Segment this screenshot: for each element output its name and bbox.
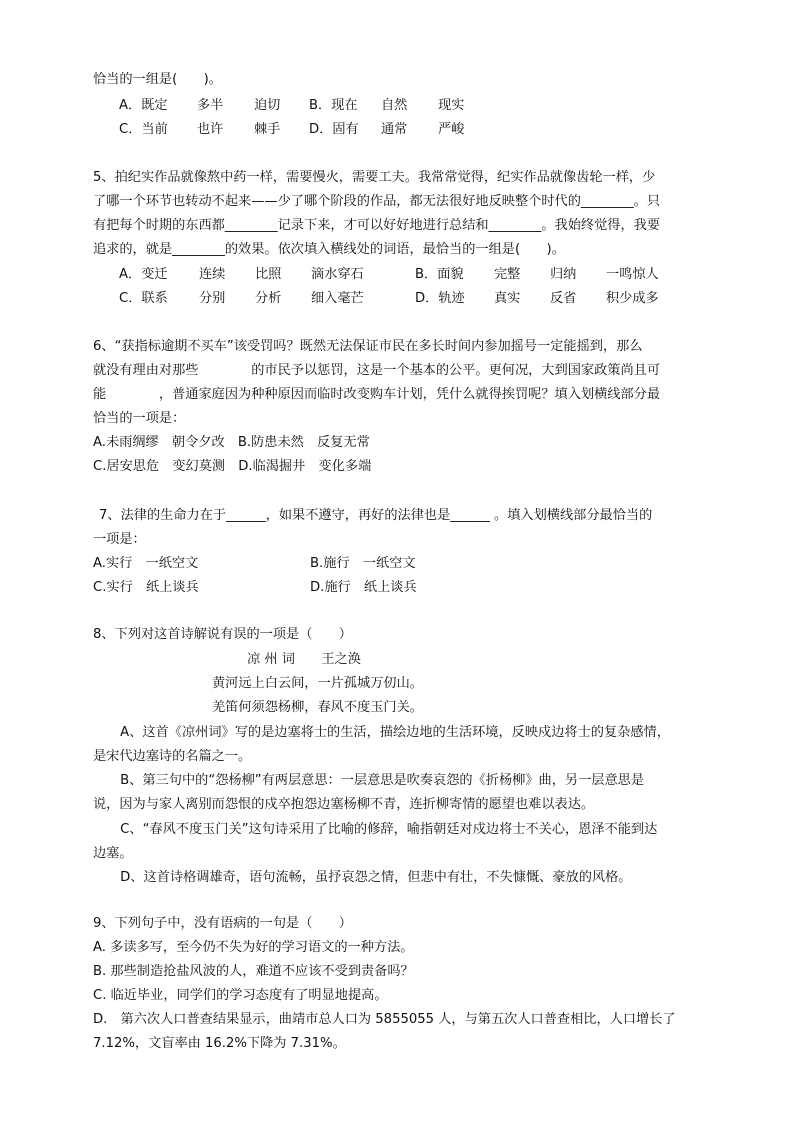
q7-option-a: A.实行 一纸空文 — [93, 556, 199, 571]
q4-option-b-label: B．现在 — [309, 98, 358, 113]
q4-option-a-word3: 迫切 — [254, 98, 281, 113]
q5-stem-line: 了哪一个环节也转动不起来——少了哪个阶段的作品，都无法很好地反映整个时代的________。只 — [93, 194, 661, 209]
q4-tail: 恰当的一组是( )。 — [93, 72, 222, 87]
q7-option-d: D.施行 纸上谈兵 — [310, 580, 417, 595]
q5-option-b-label: B．面貌 — [415, 267, 464, 282]
q7-stem-line: 7、法律的生命力在于______，如果不遵守，再好的法律也是______ 。填入划横线部分最恰当的 — [99, 508, 653, 523]
q4-option-a-label: A．既定 — [119, 98, 168, 113]
q5-option-c-word4: 细入毫芒 — [311, 291, 364, 306]
q5-option-b-word3: 归纳 — [550, 267, 577, 282]
q8-option-c-line: C、“春风不度玉门关”这句诗采用了比喻的修辞，喻指朝廷对戍边将士不关心，恩泽不能到达 — [107, 822, 658, 837]
q4-option-b-word3: 现实 — [438, 98, 465, 113]
q9-option-b: B. 那些制造抢盐风波的人，难道不应该不受到责备吗？ — [93, 964, 414, 979]
q5-option-a-word2: 连续 — [199, 267, 226, 282]
q8-option-c-line: 边塞。 — [93, 846, 133, 861]
q4-option-c-word2: 也许 — [197, 122, 224, 137]
q5-option-row — [119, 265, 659, 285]
q5-option-row — [119, 289, 659, 309]
q5-option-d-word4: 积少成多 — [606, 291, 659, 306]
q4-option-b-word2: 自然 — [381, 98, 408, 113]
q9-option-d-line: D. 第六次人口普查结果显示，曲靖市总人口为 5855055 人，与第五次人口普查相比，人口增长了 — [93, 1012, 676, 1027]
q4-option-c-word3: 棘手 — [254, 122, 281, 137]
q8-poem-line: 黄河远上白云间，一片孤城万仞山。 — [212, 676, 423, 691]
q5-option-d-word2: 真实 — [494, 291, 521, 306]
q6-stem-line: 能 ，普通家庭因为种种原因而临时改变购车计划，凭什么就得挨罚呢？填入划横线部分最 — [93, 387, 661, 402]
q7-stem-line: 一项是： — [93, 532, 146, 547]
q5-option-a-label: A．变迁 — [119, 267, 168, 282]
q9-stem: 9、下列句子中，没有语病的一句是（ ） — [93, 916, 352, 931]
q8-option-b-line: B、第三句中的“怨杨柳”有两层意思：一层意思是吹奏哀怨的《折杨柳》曲，另一层意思是 — [107, 773, 645, 788]
q7-option-c: C.实行 纸上谈兵 — [93, 580, 199, 595]
q6-options-line: C.居安思危 变幻莫测 D.临渴掘井 变化多端 — [93, 459, 372, 474]
q8-option-d-line: D、这首诗格调雄奇，语句流畅，虽抒哀怨之情，但悲中有壮，不失慷慨、豪放的风格。 — [107, 870, 632, 885]
q4-option-row — [119, 96, 464, 116]
q8-stem: 8、下列对这首诗解说有误的一项是（ ） — [93, 627, 352, 642]
q9-option-d-line: 7.12%，文盲率由 16.2%下降为 7.31%。 — [93, 1036, 346, 1051]
q5-stem-line: 有把每个时期的东西都________记录下来，才可以好好地进行总结和________。我始终觉得，我要 — [93, 218, 661, 233]
q8-option-a-line: 是宋代边塞诗的名篇之一。 — [93, 749, 252, 764]
q6-options-line: A.未雨绸缪 朝令夕改 B.防患未然 反复无常 — [93, 435, 370, 450]
q5-option-d-word3: 反省 — [550, 291, 577, 306]
q4-option-row — [119, 120, 464, 140]
q5-option-d-label: D．轨迹 — [415, 291, 465, 306]
q5-option-a-word4: 滴水穿石 — [311, 267, 364, 282]
q5-option-c-word2: 分别 — [199, 291, 226, 306]
q5-stem-line: 5、拍纪实作品就像熬中药一样，需要慢火，需要工夫。我常常觉得，纪实作品就像齿轮一样，少 — [93, 170, 656, 185]
q5-stem-line: 追求的，就是________的效果。依次填入横线处的词语，最恰当的一组是( )。 — [93, 242, 565, 257]
q4-option-d-word3: 严峻 — [438, 122, 465, 137]
q9-option-c: C. 临近毕业，同学们的学习态度有了明显地提高。 — [93, 988, 388, 1003]
q5-option-a-word3: 比照 — [255, 267, 282, 282]
q5-option-c-label: C．联系 — [119, 291, 168, 306]
q5-option-c-word3: 分析 — [255, 291, 282, 306]
q9-option-a: A. 多读多写，至今仍不失为好的学习语文的一种方法。 — [93, 940, 414, 955]
q8-option-a-line: A、这首《凉州词》写的是边塞将士的生活，描绘边地的生活环境，反映戍边将士的复杂感情， — [107, 725, 670, 740]
q4-option-d-label: D．固有 — [309, 122, 359, 137]
q5-option-b-word4: 一鸣惊人 — [606, 267, 659, 282]
q4-option-d-word2: 通常 — [381, 122, 408, 137]
q6-stem-line: 6、“获指标逾期不买车”该受罚吗？既然无法保证市民在多长时间内参加摇号一定能摇到，那么 — [93, 339, 643, 354]
q6-stem-line: 就没有理由对那些 的市民予以惩罚，这是一个基本的公平。更何况，大到国家政策尚且可 — [93, 363, 661, 378]
q7-option-b: B.施行 一纸空文 — [310, 556, 416, 571]
q8-poem-title: 凉 州 词 王之涣 — [247, 652, 361, 667]
q8-poem-line: 羌笛何须怨杨柳，春风不度玉门关。 — [212, 700, 423, 715]
q6-stem-line: 恰当的一项是： — [93, 411, 186, 426]
q8-option-b-line: 说，因为与家人离别而怨恨的戍卒抱怨边塞杨柳不青，连折柳寄情的愿望也难以表达。 — [93, 797, 595, 812]
q4-option-c-label: C．当前 — [119, 122, 168, 137]
q4-option-a-word2: 多半 — [197, 98, 224, 113]
q5-option-b-word2: 完整 — [494, 267, 521, 282]
